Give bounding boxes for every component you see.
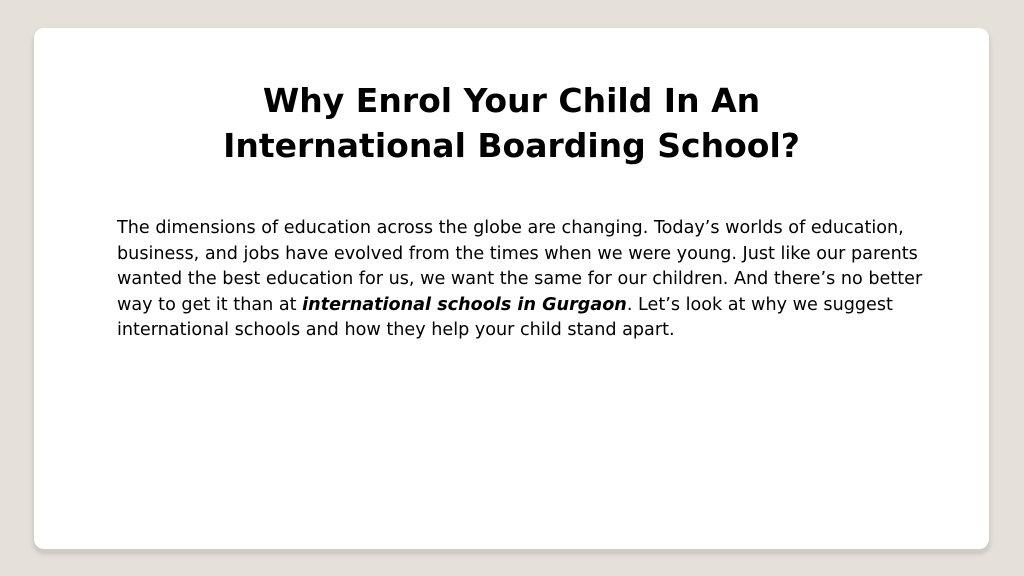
slide-card (34, 28, 989, 549)
emphasized-phrase: international schools in Gurgaon (302, 294, 627, 315)
body-text-start: The dimensions of education across the globe are changing. Today’s worlds of education, business, and jobs have evolved from the times when we were young. Just like our parents wanted the best education for us, we want the same for our children. And there’s no better way to get it than at (117, 218, 923, 315)
body-text-end: . Let’s look at why we suggest international schools and how they help your child stand apart. (117, 294, 893, 341)
title-line-1: Why Enrol Your Child In An (262, 81, 761, 120)
title-line-2: International Boarding School? (223, 126, 800, 165)
slide-title (34, 78, 989, 168)
body-paragraph (117, 216, 937, 344)
